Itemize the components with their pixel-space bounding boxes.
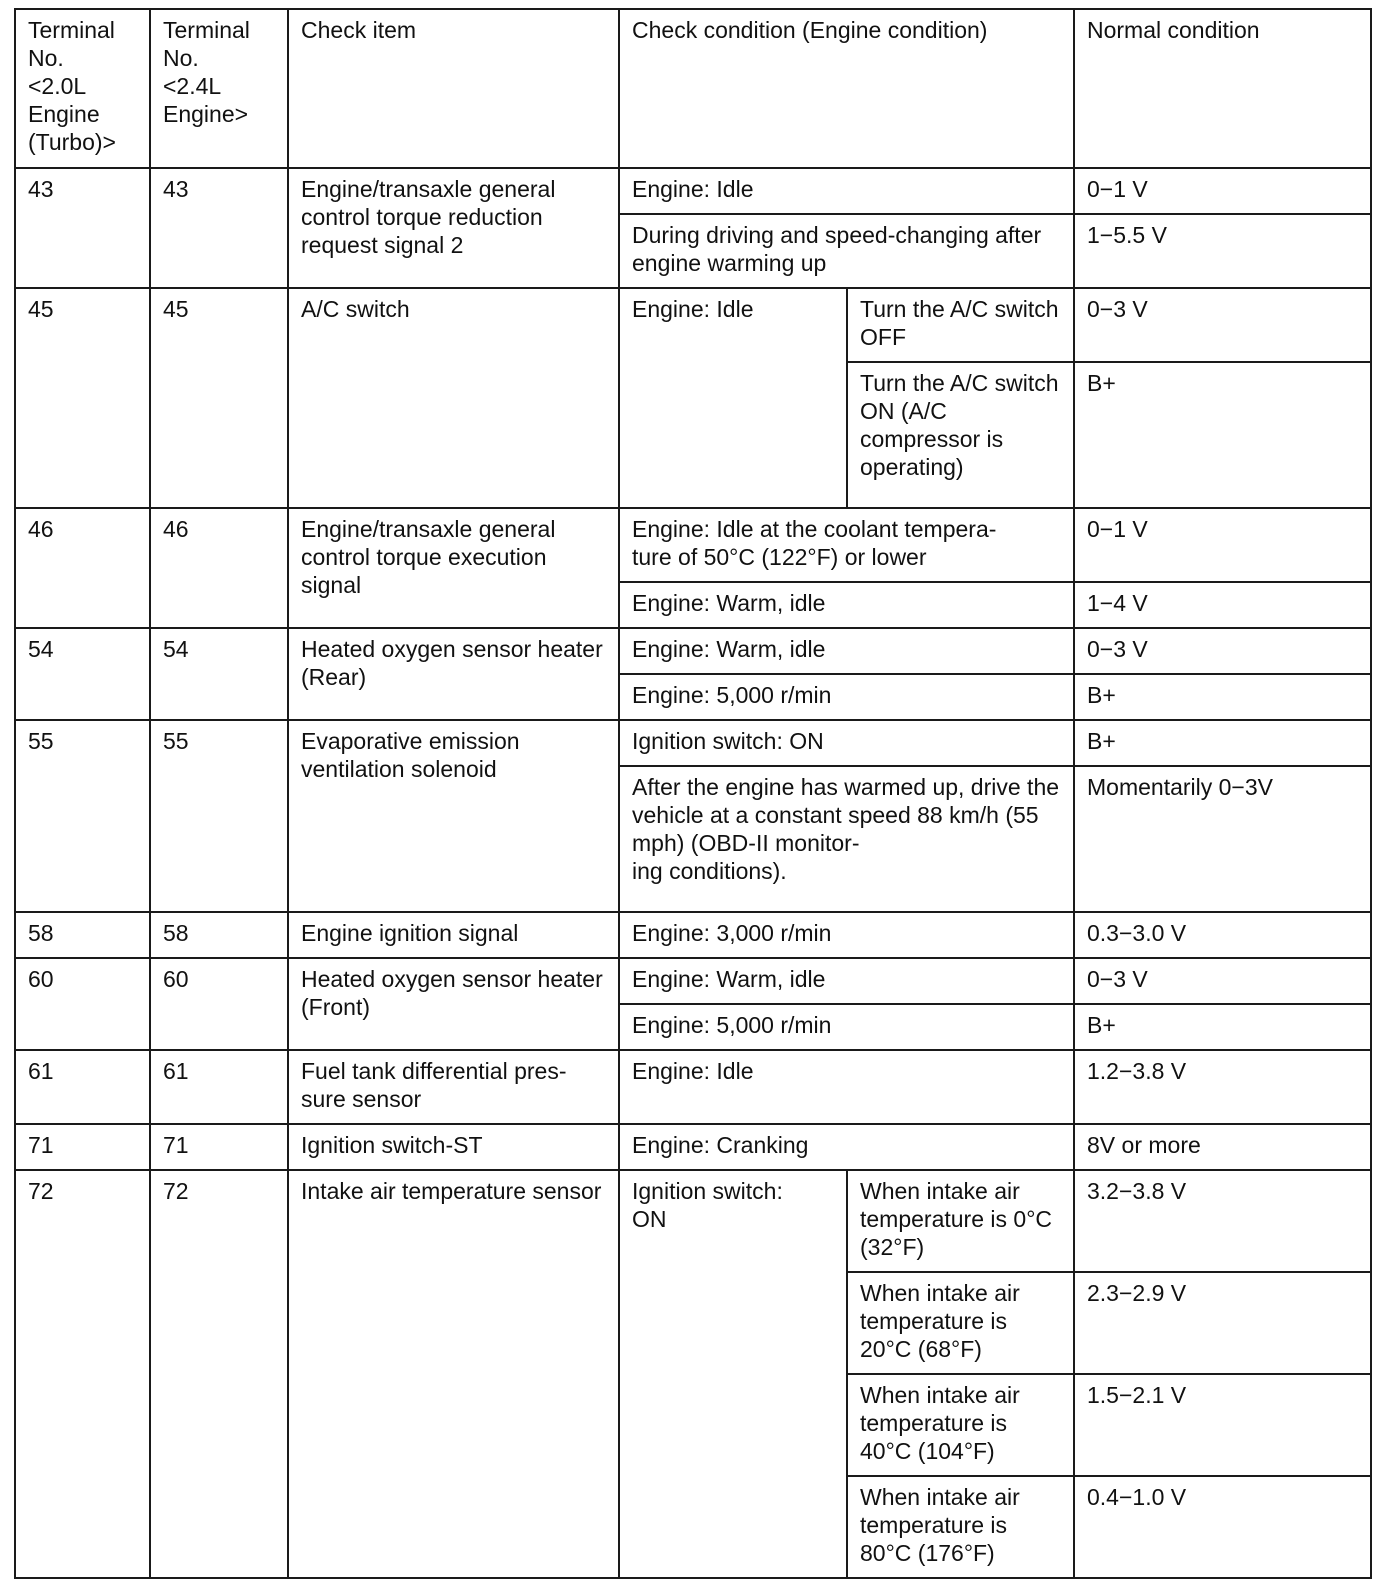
- terminal-2-0l-cell: 54: [15, 628, 150, 720]
- header-check-condition: Check condition (Engine condition): [619, 9, 1074, 168]
- terminal-2-4l-cell: 61: [150, 1050, 288, 1124]
- header-row: [15, 9, 1371, 168]
- terminal-2-4l-cell: 43: [150, 168, 288, 288]
- table-row: [15, 1170, 1371, 1272]
- normal-condition-cell: 2.3−2.9 V: [1074, 1272, 1371, 1374]
- sub-condition-cell: When intake air temperature is 40°C (104°F): [847, 1374, 1074, 1476]
- sub-condition-cell: Turn the A/C switch OFF: [847, 288, 1074, 362]
- terminal-2-4l-cell: 58: [150, 912, 288, 958]
- check-item-cell: Engine/transaxle general control torque execution signal: [288, 508, 619, 628]
- check-item-cell: Ignition switch-ST: [288, 1124, 619, 1170]
- terminal-2-0l-cell: 58: [15, 912, 150, 958]
- sub-condition-cell: When intake air temperature is 20°C (68°F): [847, 1272, 1074, 1374]
- check-condition-cell: Engine: 3,000 r/min: [619, 912, 1074, 958]
- table-row: [15, 1124, 1371, 1170]
- check-condition-cell: Engine: Idle at the coolant tempera- ture of 50°C (122°F) or lower: [619, 508, 1074, 582]
- check-item-cell: Engine/transaxle general control torque reduction request signal 2: [288, 168, 619, 288]
- table-row: [15, 1050, 1371, 1124]
- table-row: [15, 958, 1371, 1004]
- check-item-cell: Fuel tank differential pres- sure sensor: [288, 1050, 619, 1124]
- normal-condition-cell: 1.5−2.1 V: [1074, 1374, 1371, 1476]
- normal-condition-cell: 0.4−1.0 V: [1074, 1476, 1371, 1578]
- terminal-2-0l-cell: 55: [15, 720, 150, 912]
- normal-condition-cell: 8V or more: [1074, 1124, 1371, 1170]
- table-row: [15, 288, 1371, 362]
- check-condition-cell: Engine: Cranking: [619, 1124, 1074, 1170]
- check-item-cell: Engine ignition signal: [288, 912, 619, 958]
- check-condition-cell: Engine: Idle: [619, 1050, 1074, 1124]
- normal-condition-cell: B+: [1074, 720, 1371, 766]
- terminal-2-0l-cell: 71: [15, 1124, 150, 1170]
- header-terminal-2-4l: Terminal No. <2.4L Engine>: [150, 9, 288, 168]
- header-check-item: Check item: [288, 9, 619, 168]
- check-item-cell: Evaporative emission ventilation solenoid: [288, 720, 619, 912]
- table-row: [15, 628, 1371, 674]
- terminal-2-0l-cell: 60: [15, 958, 150, 1050]
- check-condition-cell: Ignition switch: ON: [619, 1170, 847, 1578]
- check-item-cell: Heated oxygen sensor heater (Rear): [288, 628, 619, 720]
- normal-condition-cell: 0−1 V: [1074, 168, 1371, 214]
- normal-condition-cell: 1−5.5 V: [1074, 214, 1371, 288]
- normal-condition-cell: B+: [1074, 674, 1371, 720]
- terminal-2-4l-cell: 45: [150, 288, 288, 508]
- sub-condition-cell: When intake air temperature is 80°C (176°F): [847, 1476, 1074, 1578]
- terminal-2-0l-cell: 72: [15, 1170, 150, 1578]
- terminal-check-table: [14, 8, 1372, 1579]
- check-condition-cell: Engine: Warm, idle: [619, 958, 1074, 1004]
- terminal-2-0l-cell: 61: [15, 1050, 150, 1124]
- header-terminal-2-0l: Terminal No. <2.0L Engine (Turbo)>: [15, 9, 150, 168]
- normal-condition-cell: 0.3−3.0 V: [1074, 912, 1371, 958]
- table-row: [15, 508, 1371, 582]
- table-row: [15, 168, 1371, 214]
- check-item-cell: Heated oxygen sensor heater (Front): [288, 958, 619, 1050]
- check-condition-cell: Engine: 5,000 r/min: [619, 1004, 1074, 1050]
- table-row: [15, 720, 1371, 766]
- terminal-2-0l-cell: 46: [15, 508, 150, 628]
- check-condition-cell: Engine: Warm, idle: [619, 628, 1074, 674]
- sub-condition-cell: When intake air temperature is 0°C (32°F): [847, 1170, 1074, 1272]
- sub-condition-cell: Turn the A/C switch ON (A/C compressor is operating): [847, 362, 1074, 508]
- normal-condition-cell: B+: [1074, 362, 1371, 508]
- check-condition-cell: Engine: Idle: [619, 288, 847, 508]
- check-item-cell: A/C switch: [288, 288, 619, 508]
- normal-condition-cell: 0−3 V: [1074, 288, 1371, 362]
- check-condition-cell: Engine: Warm, idle: [619, 582, 1074, 628]
- terminal-2-4l-cell: 55: [150, 720, 288, 912]
- check-condition-cell: Engine: Idle: [619, 168, 1074, 214]
- terminal-2-4l-cell: 46: [150, 508, 288, 628]
- check-condition-cell: After the engine has warmed up, drive the vehicle at a constant speed 88 km/h (55 mph) (OBD-II monitor- ing conditions).: [619, 766, 1074, 912]
- normal-condition-cell: 3.2−3.8 V: [1074, 1170, 1371, 1272]
- table-row: [15, 912, 1371, 958]
- check-condition-cell: During driving and speed-changing after engine warming up: [619, 214, 1074, 288]
- terminal-2-4l-cell: 60: [150, 958, 288, 1050]
- terminal-2-0l-cell: 45: [15, 288, 150, 508]
- header-normal-condition: Normal condition: [1074, 9, 1371, 168]
- check-condition-cell: Engine: 5,000 r/min: [619, 674, 1074, 720]
- terminal-2-4l-cell: 54: [150, 628, 288, 720]
- terminal-2-4l-cell: 72: [150, 1170, 288, 1578]
- terminal-2-0l-cell: 43: [15, 168, 150, 288]
- check-condition-cell: Ignition switch: ON: [619, 720, 1074, 766]
- normal-condition-cell: 1−4 V: [1074, 582, 1371, 628]
- normal-condition-cell: 0−3 V: [1074, 628, 1371, 674]
- check-item-cell: Intake air temperature sensor: [288, 1170, 619, 1578]
- normal-condition-cell: 1.2−3.8 V: [1074, 1050, 1371, 1124]
- normal-condition-cell: Momentarily 0−3V: [1074, 766, 1371, 912]
- normal-condition-cell: 0−3 V: [1074, 958, 1371, 1004]
- normal-condition-cell: B+: [1074, 1004, 1371, 1050]
- terminal-2-4l-cell: 71: [150, 1124, 288, 1170]
- normal-condition-cell: 0−1 V: [1074, 508, 1371, 582]
